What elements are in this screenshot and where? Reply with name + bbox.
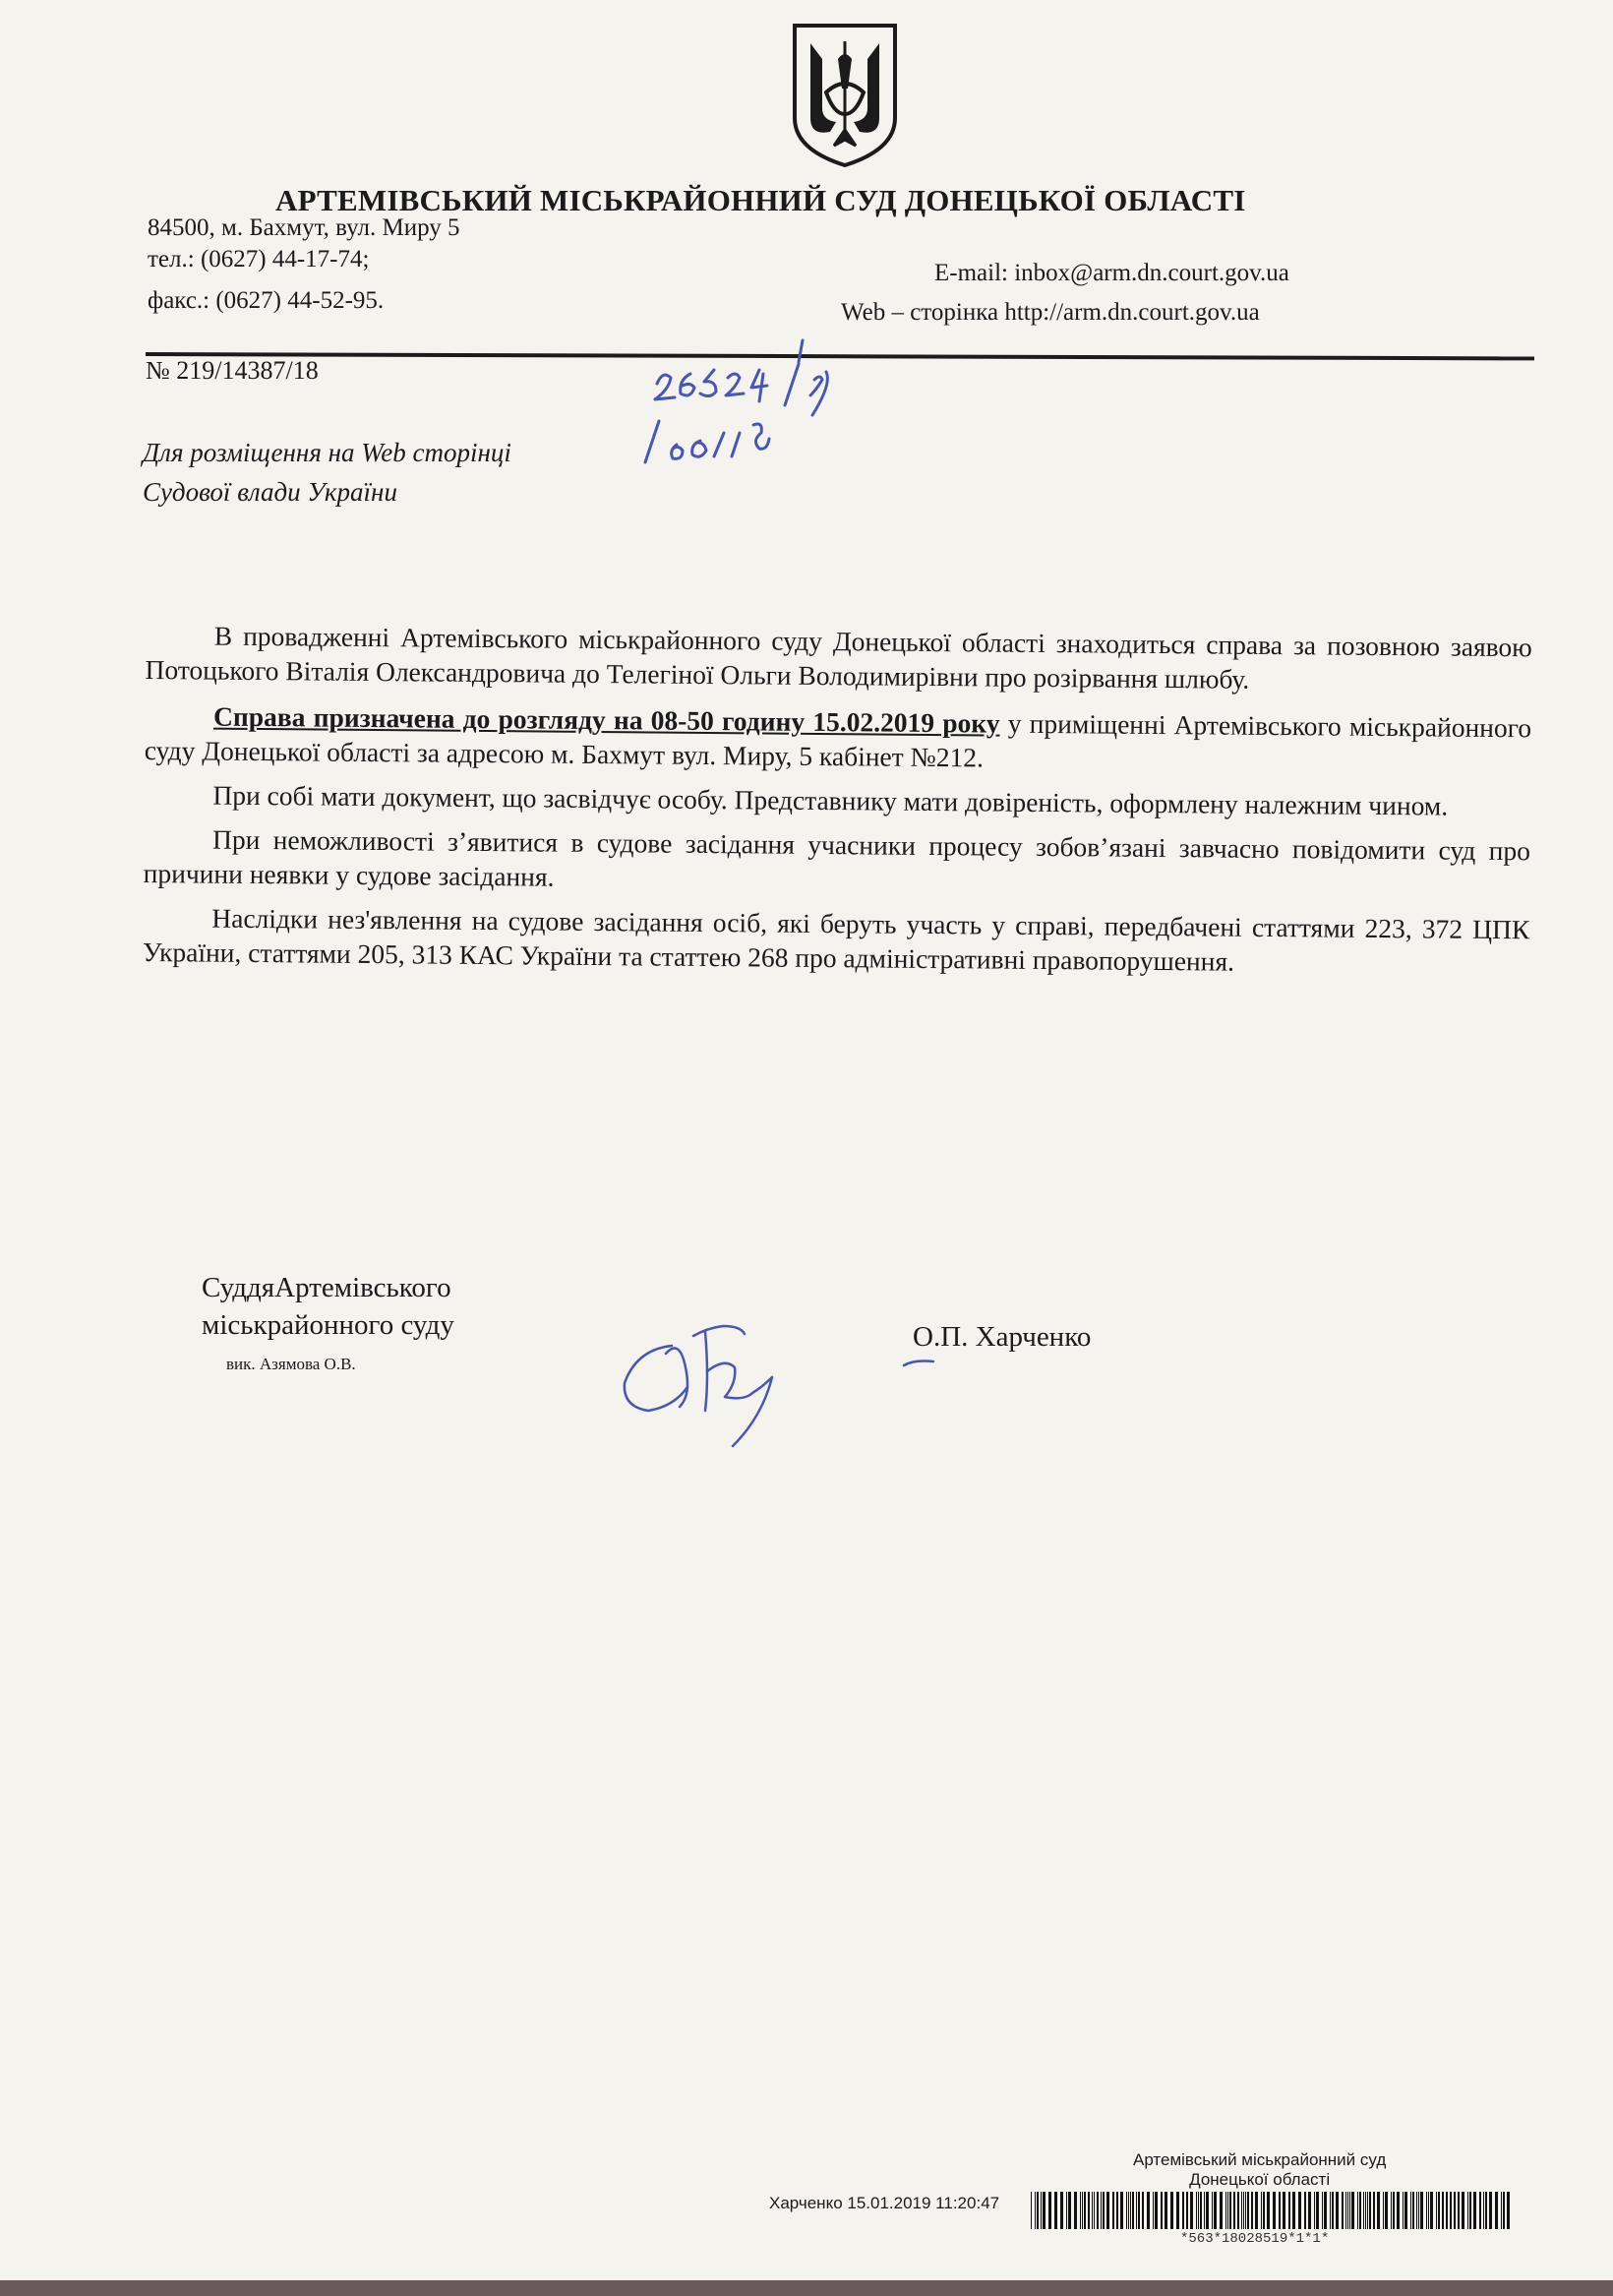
- barcode-bar: [1410, 2192, 1411, 2229]
- barcode-bar: [1126, 2192, 1127, 2229]
- barcode-bar: [1351, 2192, 1354, 2229]
- barcode-bar: [1489, 2192, 1492, 2229]
- barcode-bar: [1418, 2192, 1419, 2229]
- barcode-bar: [1116, 2192, 1118, 2229]
- barcode-bar: [1037, 2192, 1039, 2229]
- barcode-bar: [1161, 2192, 1163, 2229]
- barcode-bar: [1279, 2192, 1281, 2229]
- barcode-bar: [1153, 2192, 1154, 2229]
- footer-signature-stamp: Харченко 15.01.2019 11:20:47: [769, 2194, 1000, 2212]
- court-phone: тел.: (0627) 44-17-74;: [148, 246, 370, 272]
- barcode-bar: [1103, 2192, 1105, 2229]
- barcode-bar: [1458, 2192, 1460, 2229]
- judge-title: [202, 1269, 454, 1344]
- barcode-bar: [1068, 2192, 1071, 2229]
- barcode-bar: [1082, 2192, 1083, 2229]
- barcode-bar: [1229, 2192, 1231, 2229]
- barcode-bar: [1214, 2192, 1217, 2229]
- barcode-bar: [1241, 2192, 1242, 2229]
- handwritten-signature: [615, 1308, 841, 1456]
- judge-title-line-1: СуддяАртемівського: [202, 1272, 451, 1303]
- barcode-bar: [1220, 2192, 1223, 2229]
- barcode-bar: [1292, 2192, 1295, 2229]
- recipient-line-2: Судової влади України: [143, 477, 397, 507]
- barcode-bar: [1377, 2192, 1380, 2229]
- coat-of-arms-icon: [787, 20, 903, 169]
- barcode-bar: [1074, 2192, 1077, 2229]
- barcode-bar: [1473, 2192, 1476, 2229]
- barcode-bar: [1054, 2192, 1057, 2229]
- barcode-bar: [1112, 2192, 1114, 2229]
- barcode-bar: [1446, 2192, 1448, 2229]
- barcode-bar: [1048, 2192, 1051, 2229]
- barcode-bar: [1359, 2192, 1361, 2229]
- barcode-bar: [1136, 2192, 1137, 2229]
- barcode-bar: [1132, 2192, 1134, 2229]
- paragraph-hearing-schedule: [145, 698, 1532, 779]
- barcode-bar: [1106, 2192, 1109, 2229]
- barcode-bar: [1347, 2192, 1348, 2229]
- barcode-bar: [1397, 2192, 1400, 2229]
- barcode-bar: [1243, 2192, 1244, 2229]
- outgoing-number: № 219/14387/18: [146, 356, 319, 385]
- barcode-bar: [1247, 2192, 1249, 2229]
- barcode-bar: [1503, 2192, 1505, 2229]
- court-fax: факс.: (0627) 44-52-95.: [148, 287, 385, 314]
- barcode-bar: [1080, 2192, 1081, 2229]
- barcode-bar: [1165, 2192, 1167, 2229]
- barcode-bar: [1170, 2192, 1173, 2229]
- barcode-bar: [1206, 2192, 1209, 2229]
- barcode-bar: [1043, 2192, 1045, 2229]
- judge-name: О.П. Харченко: [913, 1321, 1092, 1353]
- barcode-bar: [1147, 2192, 1150, 2229]
- court-name-heading: АРТЕМІВСЬКИЙ МІСЬКРАЙОННИЙ СУД ДОНЕЦЬКОЇ ОБЛАСТІ: [275, 183, 1246, 217]
- barcode-bar: [1088, 2192, 1090, 2229]
- barcode-bar: [1092, 2192, 1093, 2229]
- barcode-bar: [1237, 2192, 1239, 2229]
- barcode-bar: [1066, 2192, 1067, 2229]
- recipient-block: [143, 433, 511, 512]
- barcode-bar: [1097, 2192, 1099, 2229]
- judge-title-line-2: міськрайонного суду: [202, 1309, 454, 1341]
- barcode-bar: [1198, 2192, 1199, 2229]
- barcode-bar: [1314, 2192, 1315, 2229]
- barcode-bar: [1365, 2192, 1366, 2229]
- court-address: 84500, м. Бахмут, вул. Миру 5: [148, 214, 460, 241]
- barcode-bar: [1182, 2192, 1184, 2229]
- barcode-bar: [1462, 2192, 1464, 2229]
- barcode-bar: [1094, 2192, 1095, 2229]
- barcode-bar: [1450, 2192, 1452, 2229]
- barcode-bar: [1342, 2192, 1344, 2229]
- barcode-bar: [1391, 2192, 1392, 2229]
- barcode-bar: [1288, 2192, 1290, 2229]
- barcode-bar: [1308, 2192, 1311, 2229]
- scan-border: [0, 2280, 1613, 2296]
- barcode-bar: [1501, 2192, 1502, 2229]
- barcode-bar: [1283, 2192, 1285, 2229]
- court-website: Web – сторінка http://arm.dn.court.gov.ua: [841, 299, 1260, 326]
- barcode-bar: [1155, 2192, 1158, 2229]
- paragraph-consequences: Наслідки нез'явлення на судове засідання осіб, які беруть участь у справі, передбачені статтями 223, 372 ЦПК України, статтями 205, 313 КАС України та статтею 268 про адміністративні правопорушення.: [142, 902, 1530, 977]
- barcode-bar: [1267, 2192, 1270, 2229]
- barcode-bar: [1438, 2192, 1440, 2229]
- barcode-bar: [1031, 2192, 1032, 2229]
- barcode-bar: [1332, 2192, 1334, 2229]
- barcode-bar: [1298, 2192, 1301, 2229]
- barcode-bar: [1233, 2192, 1235, 2229]
- letter-body: [143, 618, 1532, 991]
- barcode-bar: [1176, 2192, 1179, 2229]
- barcode-bar: [1261, 2192, 1262, 2229]
- paragraph-absence-notice: При неможливості з’явитися в судове засідання учасники процесу зобов’язані завчасно повідомити суд про причини неявки у судове засідання.: [143, 823, 1531, 892]
- paragraph-case-description: В провадженні Артемівського міськрайонного суду Донецької області знаходиться справа за позовною заявою Потоцького Віталія Олександровича до Телегіної Ольги Володимирівни про розірвання шлюбу.: [145, 620, 1532, 695]
- hearing-date-underlined: Справа призначена до розгляду на 08-50 годину 15.02.2019 року: [212, 700, 1000, 739]
- barcode-bar: [1225, 2192, 1226, 2229]
- barcode-bar: [1186, 2192, 1188, 2229]
- barcode-bar: [1426, 2192, 1427, 2229]
- barcode-bar: [1128, 2192, 1129, 2229]
- footer-court-line-2: Донецької області: [1189, 2170, 1331, 2189]
- barcode-bar: [1412, 2192, 1414, 2229]
- barcode-bar: [1428, 2192, 1429, 2229]
- barcode-bar: [1349, 2192, 1350, 2229]
- barcode-bar: [1479, 2192, 1481, 2229]
- barcode-bar: [1420, 2192, 1423, 2229]
- barcode-icon: [1031, 2192, 1515, 2229]
- barcode-bar: [1442, 2192, 1444, 2229]
- barcode-bar: [1204, 2192, 1205, 2229]
- signature-tick: [900, 1356, 939, 1371]
- barcode-bar: [1485, 2192, 1487, 2229]
- barcode-bar: [1212, 2192, 1213, 2229]
- hearing-location: у приміщенні Артемівського міськрайонного суду Донецької області за адресою м. Бахмут вул. Миру, 5 кабінет №212.: [144, 707, 1532, 773]
- barcode-bar: [1245, 2192, 1246, 2229]
- barcode-bar: [1345, 2192, 1346, 2229]
- barcode-bar: [1483, 2192, 1484, 2229]
- barcode-bar: [1436, 2192, 1437, 2229]
- barcode-bar: [1416, 2192, 1417, 2229]
- barcode-bar: [1041, 2192, 1042, 2229]
- barcode-bar: [1060, 2192, 1063, 2229]
- barcode-bar: [1495, 2192, 1498, 2229]
- executor-name: вик. Азямова О.В.: [226, 1355, 356, 1373]
- barcode-bar: [1101, 2192, 1102, 2229]
- barcode-bar: [1373, 2192, 1375, 2229]
- barcode-bar: [1322, 2192, 1323, 2229]
- barcode-bar: [1138, 2192, 1140, 2229]
- footer-court-name: [1133, 2150, 1386, 2190]
- barcode-bar: [1196, 2192, 1197, 2229]
- barcode-bar: [1336, 2192, 1339, 2229]
- barcode-bar: [1507, 2192, 1510, 2229]
- barcode-bar: [1430, 2192, 1433, 2229]
- barcode-bar: [1404, 2192, 1407, 2229]
- barcode-bar: [1142, 2192, 1144, 2229]
- recipient-line-1: Для розміщення на Web сторінці: [143, 438, 511, 467]
- barcode-bar: [1227, 2192, 1228, 2229]
- barcode-bar: [1369, 2192, 1371, 2229]
- barcode-bar: [1130, 2192, 1131, 2229]
- barcode-bar: [1393, 2192, 1395, 2229]
- barcode-bar: [1330, 2192, 1331, 2229]
- court-email: E-mail: inbox@arm.dn.court.gov.ua: [934, 260, 1289, 286]
- barcode-bar: [1469, 2192, 1471, 2229]
- barcode-bar: [1367, 2192, 1368, 2229]
- barcode-bar: [1273, 2192, 1276, 2229]
- footer-court-line-1: Артемівський міськрайонний суд: [1133, 2150, 1387, 2169]
- barcode-bar: [1316, 2192, 1319, 2229]
- barcode-bar: [1035, 2192, 1036, 2229]
- barcode-bar: [1385, 2192, 1388, 2229]
- barcode-bar: [1120, 2192, 1123, 2229]
- barcode-bar: [1200, 2192, 1202, 2229]
- barcode-bar: [1251, 2192, 1253, 2229]
- handwritten-registration-note: [629, 334, 875, 502]
- barcode-bar: [1454, 2192, 1456, 2229]
- barcode-text: *563*18028519*1*1*: [1180, 2231, 1330, 2247]
- barcode-bar: [1304, 2192, 1306, 2229]
- barcode-bar: [1467, 2192, 1468, 2229]
- barcode-bar: [1255, 2192, 1258, 2229]
- barcode-bar: [1357, 2192, 1358, 2229]
- barcode-bar: [1084, 2192, 1086, 2229]
- barcode-bar: [1263, 2192, 1265, 2229]
- barcode-bar: [1324, 2192, 1327, 2229]
- barcode-bar: [1403, 2192, 1404, 2229]
- barcode-bar: [1363, 2192, 1364, 2229]
- barcode-bar: [1190, 2192, 1193, 2229]
- paragraph-documents: При собі мати документ, що засвідчує особу. Представнику мати довіреність, оформлену належним чином.: [212, 779, 1449, 821]
- barcode-bar: [1383, 2192, 1384, 2229]
